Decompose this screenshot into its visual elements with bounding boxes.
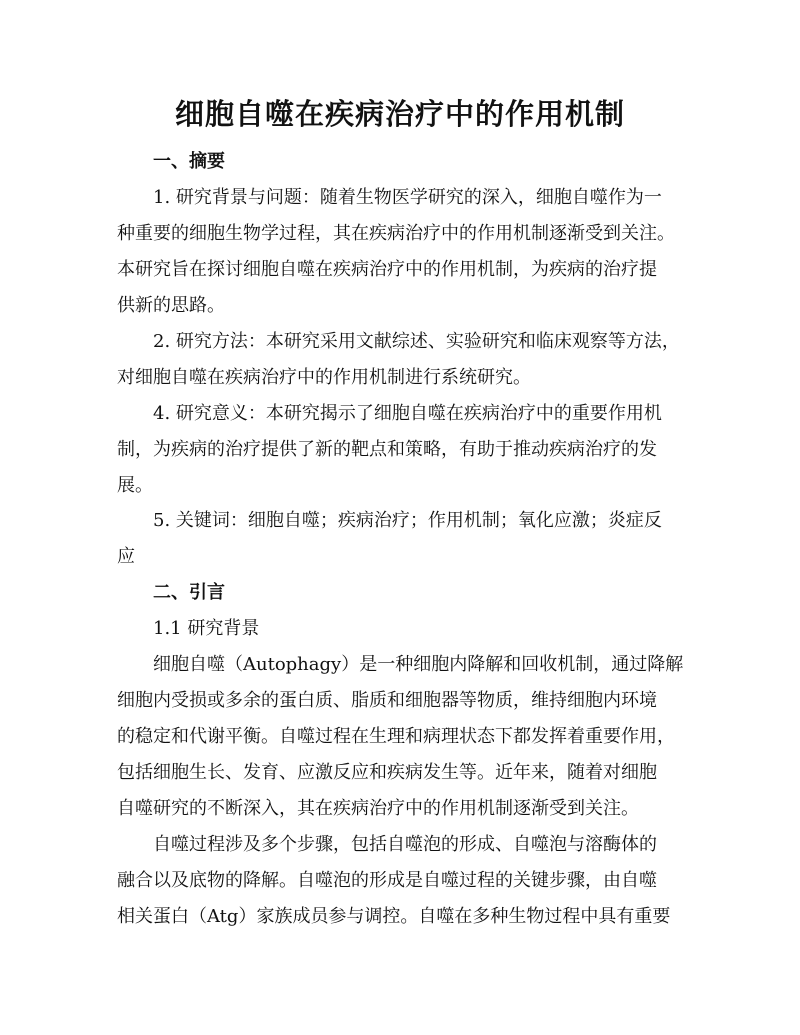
document-title: 细胞自噬在疾病治疗中的作用机制 xyxy=(174,97,625,131)
body-line: 细胞自噬（Autophagy）是一种细胞内降解和回收机制，通过降解 xyxy=(153,654,684,675)
abstract-line: 对细胞自噬在疾病治疗中的作用机制进行系统研究。 xyxy=(117,367,531,388)
abstract-line: 种重要的细胞生物学过程，其在疾病治疗中的作用机制逐渐受到关注。 xyxy=(117,223,675,244)
abstract-line: 本研究旨在探讨细胞自噬在疾病治疗中的作用机制，为疾病的治疗提 xyxy=(117,259,657,280)
body-line: 相关蛋白（Atg）家族成员参与调控。自噬在多种生物过程中具有重要 xyxy=(117,906,671,927)
abstract-line: 2. 研究方法：本研究采用文献综述、实验研究和临床观察等方法， xyxy=(153,331,680,352)
section-heading-abstract: 一、摘要 xyxy=(153,151,225,172)
keywords-line: 应 xyxy=(117,546,135,567)
body-line: 的稳定和代谢平衡。自噬过程在生理和病理状态下都发挥着重要作用， xyxy=(117,726,675,747)
abstract-line: 展。 xyxy=(117,475,153,496)
subsection-heading: 1.1 研究背景 xyxy=(153,618,260,639)
abstract-line: 制，为疾病的治疗提供了新的靶点和策略，有助于推动疾病治疗的发 xyxy=(117,439,657,460)
body-line: 自噬过程涉及多个步骤，包括自噬泡的形成、自噬泡与溶酶体的 xyxy=(153,834,657,855)
abstract-line: 1. 研究背景与问题：随着生物医学研究的深入，细胞自噬作为一 xyxy=(153,187,662,208)
abstract-line: 供新的思路。 xyxy=(117,295,225,316)
section-heading-introduction: 二、引言 xyxy=(153,582,225,603)
body-line: 细胞内受损或多余的蛋白质、脂质和细胞器等物质，维持细胞内环境 xyxy=(117,690,657,711)
body-line: 包括细胞生长、发育、应激反应和疾病发生等。近年来，随着对细胞 xyxy=(117,762,657,783)
abstract-line: 4. 研究意义：本研究揭示了细胞自噬在疾病治疗中的重要作用机 xyxy=(153,403,662,424)
body-line: 自噬研究的不断深入，其在疾病治疗中的作用机制逐渐受到关注。 xyxy=(117,798,639,819)
keywords-line: 5. 关键词：细胞自噬；疾病治疗；作用机制；氧化应激；炎症反 xyxy=(153,510,662,531)
body-line: 融合以及底物的降解。自噬泡的形成是自噬过程的关键步骤，由自噬 xyxy=(117,870,657,891)
